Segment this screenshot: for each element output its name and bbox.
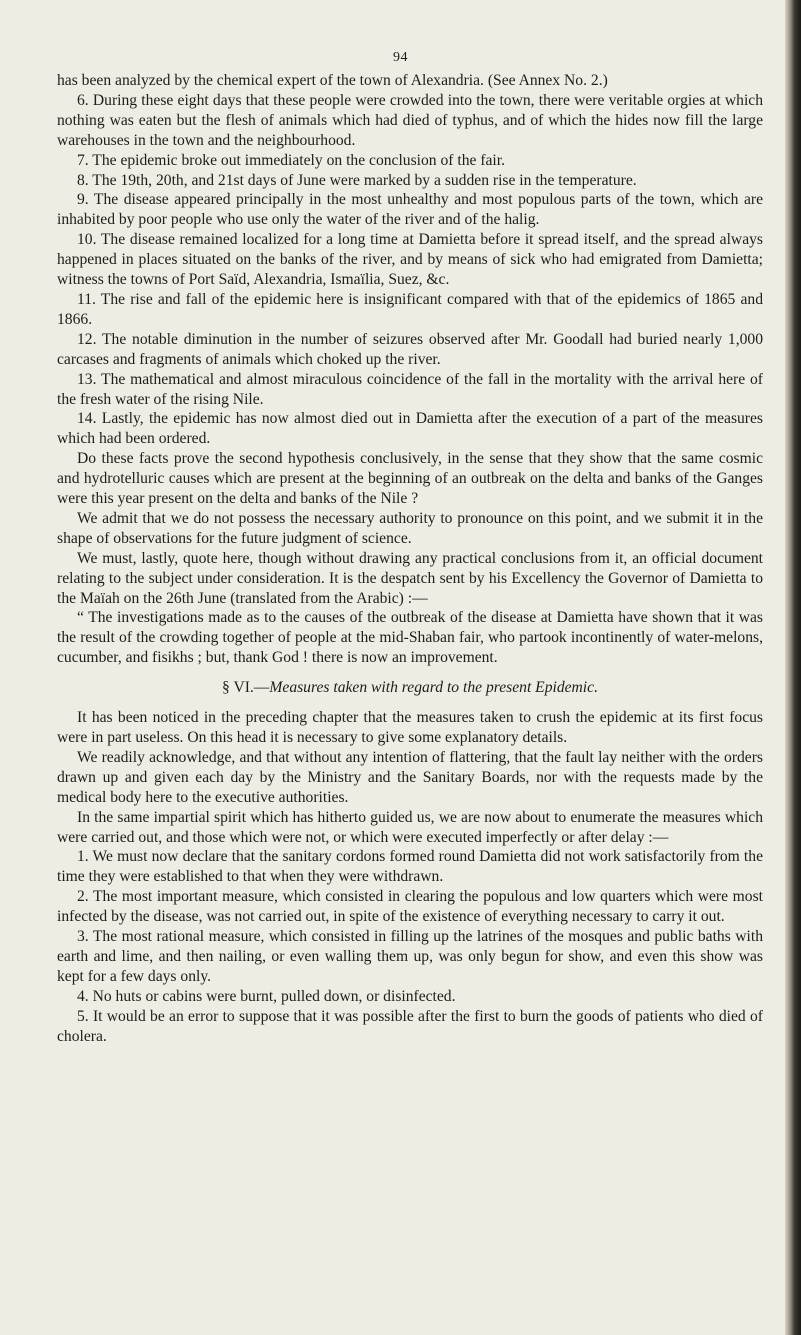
paragraph: 7. The epidemic broke out immediately on the conclusion of the fair.: [77, 151, 505, 169]
paragraph: 2. The most important measure, which consisted in clearing the populous and low quarters which were most infected by the disease, was not carried out, in spite of the existence of everything necessary to carry it out.: [57, 888, 763, 926]
quoted-despatch: “ The investigations made as to the causes of the outbreak of the disease at Damietta have shown that it was the result of the crowding together of people at the mid-Shaban fair, who partook incontinently of water-melons, cucumber, and fisikhs ; but, thank God ! there is now an improvement.: [57, 609, 763, 667]
paragraph: 5. It would be an error to suppose that it was possible after the first to burn the goods of patients who died of cholera.: [57, 1007, 763, 1045]
page-body: [57, 71, 763, 1047]
book-binding-edge: [785, 0, 801, 1335]
section-number: § VI.—: [222, 679, 270, 697]
paragraph: We admit that we do not possess the necessary authority to pronounce on this point, and we submit it in the shape of observations for the future judgment of science.: [57, 509, 763, 547]
paragraph: 13. The mathematical and almost miraculous coincidence of the fall in the mortality with the arrival here of the fresh water of the rising Nile.: [57, 370, 763, 408]
section-title: Measures taken with regard to the present Epidemic.: [269, 679, 598, 697]
paragraph: 6. During these eight days that these people were crowded into the town, there were veritable orgies at which nothing was eaten but the flesh of animals which had died of typhus, and of which the hides now fill the large warehouses in the town and the neighbourhood.: [57, 91, 763, 149]
section-heading: [57, 678, 763, 698]
paragraph: 10. The disease remained localized for a long time at Damietta before it spread itself, and the spread always happened in places situated on the banks of the river, and by means of sick who had emigrated from Damietta; witness the towns of Port Saïd, Alexandria, Ismaïlia, Suez, &c.: [57, 231, 763, 289]
paragraph: 4. No huts or cabins were burnt, pulled down, or disinfected.: [77, 987, 456, 1005]
paragraph: It has been noticed in the preceding chapter that the measures taken to crush the epidemic at its first focus were in part useless. On this head it is necessary to give some explanatory details.: [57, 709, 763, 746]
page-number: 94: [393, 50, 408, 65]
paragraph: 1. We must now declare that the sanitary cordons formed round Damietta did not work satisfactorily from the time they were established to that when they were withdrawn.: [57, 848, 763, 886]
paragraph: 9. The disease appeared principally in the most unhealthy and most populous parts of the town, which are inhabited by poor people who use only the water of the river and of the halig.: [57, 191, 763, 229]
paragraph: 8. The 19th, 20th, and 21st days of June were marked by a sudden rise in the temperature.: [77, 171, 637, 189]
paragraph: We must, lastly, quote here, though without drawing any practical conclusions from it, an official document relating to the subject under consideration. It is the despatch sent by his Excellency the Governor of Damietta to the Maïah on the 26th June (translated from the Arabic) :—: [57, 549, 763, 607]
paragraph: In the same impartial spirit which has hitherto guided us, we are now about to enumerate the measures which were carried out, and those which were not, or which were executed imperfectly or after delay :—: [57, 808, 763, 846]
paragraph: 3. The most rational measure, which consisted in filling up the latrines of the mosques and public baths with earth and lime, and then nailing, or even walling them up, was only begun for show, and even this show was kept for a few days only.: [57, 928, 763, 985]
paragraph: Do these facts prove the second hypothesis conclusively, in the sense that they show that the same cosmic and hydrotelluric causes which are present at the beginning of an outbreak on the delta and banks of the Ganges were this year present on the delta and banks of the Nile ?: [57, 450, 763, 508]
paragraph: has been analyzed by the chemical expert of the town of Alexandria. (See Annex No. 2.): [57, 72, 608, 89]
paragraph: 11. The rise and fall of the epidemic here is insignificant compared with that of the epidemics of 1865 and 1866.: [57, 290, 763, 328]
paragraph: 12. The notable diminution in the number of seizures observed after Mr. Goodall had buried nearly 1,000 carcases and fragments of animals which choked up the river.: [57, 330, 763, 368]
paragraph: 14. Lastly, the epidemic has now almost died out in Damietta after the execution of a part of the measures which had been ordered.: [57, 410, 763, 448]
paragraph: We readily acknowledge, and that without any intention of flattering, that the fault lay neither with the orders drawn up and given each day by the Ministry and the Sanitary Boards, nor with the requests made by the medical body here to the executive authorities.: [57, 748, 763, 806]
